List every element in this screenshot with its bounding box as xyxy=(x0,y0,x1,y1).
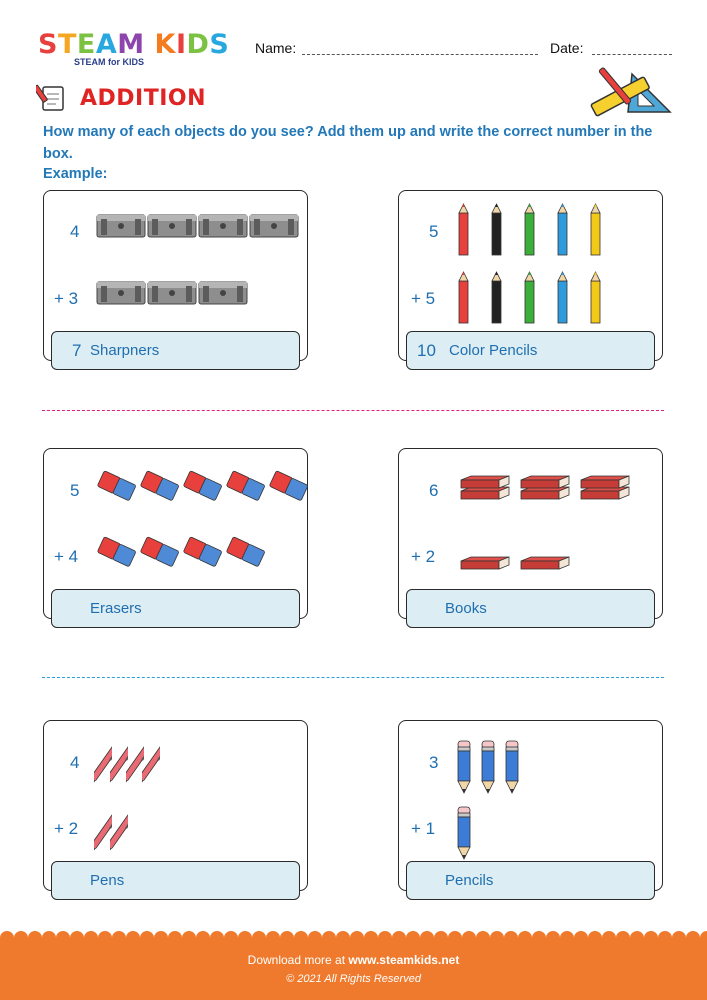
answer-box[interactable] xyxy=(406,861,655,900)
top-number: 5 xyxy=(429,222,439,241)
color-pencil-icon xyxy=(521,271,538,327)
answer-label: Sharpners xyxy=(90,342,160,359)
eraser-icon xyxy=(268,469,308,503)
card-erasers xyxy=(43,448,308,619)
sharpener-icon xyxy=(96,210,146,240)
pencil-icon xyxy=(453,803,475,861)
example-label: Example: xyxy=(43,166,108,182)
bottom-number: + 2 xyxy=(411,547,436,566)
color-pencil-icon xyxy=(587,203,604,259)
eraser-icon xyxy=(225,535,265,569)
bottom-number: + 4 xyxy=(54,547,79,566)
bottom-number: + 1 xyxy=(411,819,436,838)
answer-box[interactable] xyxy=(406,589,655,628)
top-number: 4 xyxy=(70,753,80,772)
pencil-icon xyxy=(477,737,499,795)
name-label: Name: xyxy=(255,40,297,56)
book-icon xyxy=(459,469,511,503)
section-divider-pink xyxy=(42,410,664,411)
book-icon xyxy=(519,469,571,503)
sharpener-icon xyxy=(198,277,248,307)
eraser-icon xyxy=(96,535,136,569)
card-color-pencils xyxy=(398,190,663,361)
eraser-icon xyxy=(182,535,222,569)
pen-icon xyxy=(142,735,160,795)
footer-download-text: Download more at xyxy=(247,953,346,967)
answer-label: Color Pencils xyxy=(449,342,538,359)
card-pens xyxy=(43,720,308,891)
eraser-icon xyxy=(96,469,136,503)
color-pencil-icon xyxy=(521,203,538,259)
top-number: 3 xyxy=(429,753,439,772)
instructions: How many of each objects do you see? Add them up and write the correct number in the box. xyxy=(43,124,653,162)
steam-kids-logo xyxy=(38,30,238,70)
answer-label: Erasers xyxy=(90,600,142,617)
logo-subtitle: STEAM for KIDS xyxy=(74,57,145,67)
date-label: Date: xyxy=(550,40,584,56)
pencil-icon xyxy=(453,737,475,795)
footer-copyright: © 2021 All Rights Reserved xyxy=(286,973,421,985)
book-icon xyxy=(519,539,571,573)
bottom-number: + 2 xyxy=(54,819,79,838)
sharpener-icon xyxy=(96,277,146,307)
color-pencil-icon xyxy=(455,271,472,327)
answer-box[interactable] xyxy=(51,331,300,370)
bottom-number: + 5 xyxy=(411,289,436,308)
footer-site-link[interactable]: www.steamkids.net xyxy=(348,953,460,967)
bottom-number: + 3 xyxy=(54,289,79,308)
answer-box[interactable] xyxy=(51,861,300,900)
date-field[interactable] xyxy=(592,54,672,55)
pen-icon xyxy=(110,803,128,863)
sharpener-icon xyxy=(198,210,248,240)
color-pencil-icon xyxy=(455,203,472,259)
answer-value: 7 xyxy=(72,341,82,360)
book-icon xyxy=(459,539,511,573)
card-books xyxy=(398,448,663,619)
answer-label: Pencils xyxy=(445,872,494,889)
card-sharpeners xyxy=(43,190,308,361)
eraser-icon xyxy=(182,469,222,503)
answer-value: 10 xyxy=(417,341,436,360)
worksheet-title: ADDITION xyxy=(80,86,207,111)
color-pencil-icon xyxy=(488,203,505,259)
eraser-icon xyxy=(139,469,179,503)
eraser-icon xyxy=(139,535,179,569)
name-field[interactable] xyxy=(302,54,538,55)
answer-label: Books xyxy=(445,600,487,617)
color-pencil-icon xyxy=(587,271,604,327)
eraser-icon xyxy=(225,469,265,503)
color-pencil-icon xyxy=(488,271,505,327)
section-divider-blue xyxy=(42,677,664,678)
sharpener-icon xyxy=(249,210,299,240)
ruler-set-square-icon xyxy=(588,62,672,118)
color-pencil-icon xyxy=(554,271,571,327)
answer-box[interactable] xyxy=(406,331,655,370)
book-icon xyxy=(579,469,631,503)
logo-title: STEAM KIDS xyxy=(38,29,230,60)
top-number: 4 xyxy=(70,222,80,241)
top-number: 6 xyxy=(429,481,439,500)
answer-label: Pens xyxy=(90,872,125,889)
footer xyxy=(0,942,707,1000)
footer-download xyxy=(0,953,707,967)
color-pencil-icon xyxy=(554,203,571,259)
worksheet-icon xyxy=(36,82,66,112)
card-pencils xyxy=(398,720,663,891)
sharpener-icon xyxy=(147,277,197,307)
answer-box[interactable] xyxy=(51,589,300,628)
top-number: 5 xyxy=(70,481,80,500)
sharpener-icon xyxy=(147,210,197,240)
pencil-icon xyxy=(501,737,523,795)
